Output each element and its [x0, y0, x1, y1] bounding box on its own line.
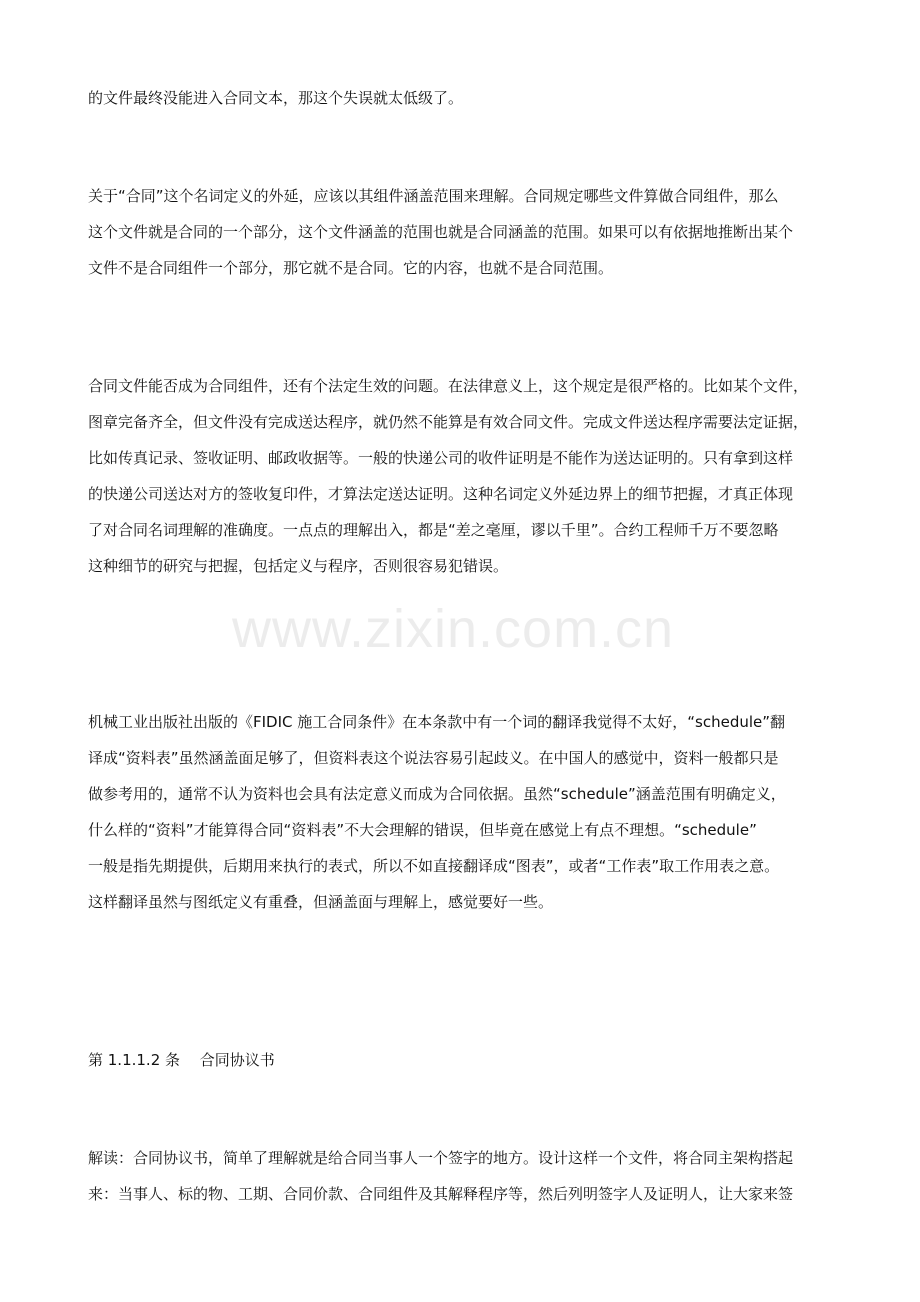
text-line: 的文件最终没能进入合同文本，那这个失误就太低级了。	[88, 89, 464, 107]
paragraph-interpretation	[88, 1140, 852, 1212]
text-line: 图章完备齐全，但文件没有完成送达程序，就仍然不能算是有效合同文件。完成文件送达程序需要法定证据，	[88, 413, 809, 431]
text-line: 合同文件能否成为合同组件，还有个法定生效的问题。在法律意义上，这个规定是很严格的。比如某个文件，	[88, 377, 809, 395]
text-line: 一般是指先期提供，后期用来执行的表式，所以不如直接翻译成“图表”，或者“工作表”取工作用表之意。	[88, 857, 780, 875]
text-line: 解读：合同协议书，简单了理解就是给合同当事人一个签字的地方。设计这样一个文件，将合同主架构搭起	[88, 1149, 794, 1167]
paragraph-4	[88, 704, 852, 920]
text-line: 这种细节的研究与把握，包括定义与程序，否则很容易犯错误。	[88, 557, 509, 575]
paragraph-2	[88, 178, 852, 286]
text-line: 文件不是合同组件一个部分，那它就不是合同。它的内容，也就不是合同范围。	[88, 259, 614, 277]
text-line: 这样翻译虽然与图纸定义有重叠，但涵盖面与理解上，感觉要好一些。	[88, 893, 554, 911]
text-line: 比如传真记录、签收证明、邮政收据等。一般的快递公司的收件证明是不能作为送达证明的。只有拿到这样	[88, 449, 794, 467]
text-line: 做参考用的，通常不认为资料也会具有法定意义而成为合同依据。虽然“schedule”涵盖范围有明确定义，	[88, 785, 786, 803]
text-line: 的快递公司送达对方的签收复印件，才算法定送达证明。这种名词定义外延边界上的细节把握，才真正体现	[88, 485, 794, 503]
watermark: www.zixin.com.cn	[232, 599, 675, 659]
paragraph-3	[88, 368, 852, 584]
text-line: 什么样的“资料”才能算得合同“资料表”不大会理解的错误，但毕竟在感觉上有点不理想。“schedule”	[88, 821, 757, 839]
text-line: 了对合同名词理解的准确度。一点点的理解出入，都是“差之毫厘，谬以千里”。合约工程师千万不要忽略	[88, 521, 779, 539]
text-line: 机械工业出版社出版的《FIDIC 施工合同条件》在本条款中有一个词的翻译我觉得不太好，“schedule”翻	[88, 713, 786, 731]
text-line: 这个文件就是合同的一个部分，这个文件涵盖的范围也就是合同涵盖的范围。如果可以有依据地推断出某个	[88, 223, 794, 241]
text-line: 来：当事人、标的物、工期、合同价款、合同组件及其解释程序等，然后列明签字人及证明人，让大家来签	[88, 1185, 794, 1203]
text-line: 译成“资料表”虽然涵盖面足够了，但资料表这个说法容易引起歧义。在中国人的感觉中，资料一般都只是	[88, 749, 779, 767]
section-heading-1-1-1-2	[88, 1042, 852, 1078]
paragraph-1	[88, 80, 852, 116]
text-line: 关于“合同”这个名词定义的外延，应该以其组件涵盖范围来理解。合同规定哪些文件算做合同组件，那么	[88, 187, 779, 205]
section-heading-text: 第 1.1.1.2 条 合同协议书	[88, 1051, 275, 1069]
